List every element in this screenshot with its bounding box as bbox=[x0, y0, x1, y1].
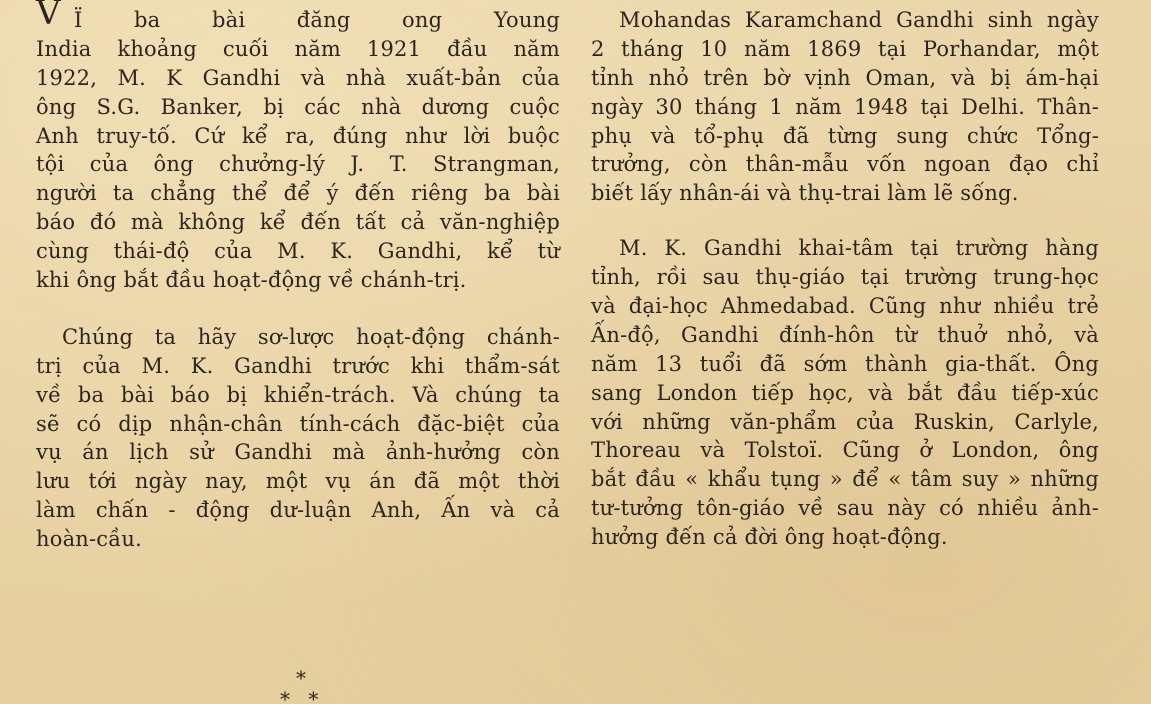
left-paragraph-2 bbox=[36, 323, 560, 554]
text-line: sẽ có dịp nhận-chân tính-cách đặc-biệt của bbox=[36, 411, 560, 436]
text-line: báo đó mà không kể đến tất cả văn-nghiệp bbox=[36, 210, 560, 235]
right-column bbox=[591, 6, 1099, 552]
text-line: 1922, M. K Gandhi và nhà xuất-bản của bbox=[36, 65, 560, 90]
text-line: Thoreau và Tolstoï. Cũng ở London, ông bbox=[591, 438, 1099, 463]
text-line: trị của M. K. Gandhi trước khi thẩm-sát bbox=[36, 353, 560, 378]
text-line: sang London tiếp học, và bắt đầu tiếp-xúc bbox=[591, 380, 1099, 405]
text-line: 2 tháng 10 năm 1869 tại Porhandar, một bbox=[591, 36, 1099, 61]
text-line: hưởng đến cả đời ông hoạt-động. bbox=[591, 525, 948, 550]
text-line: Mohandas Karamchand Gandhi sinh ngày bbox=[619, 8, 1099, 32]
drop-mark: V bbox=[36, 0, 61, 33]
left-paragraph-1 bbox=[36, 6, 560, 295]
left-column bbox=[36, 6, 560, 554]
text-line: tư-tưởng tôn-giáo về sau này có nhiều ảnh- bbox=[591, 496, 1099, 521]
text-line: về ba bài báo bị khiển-trách. Và chúng ta bbox=[36, 382, 560, 407]
text-line: cùng thái-độ của M. K. Gandhi, kể từ bbox=[36, 239, 560, 264]
text-line: làm chấn - động dư-luận Anh, Ấn và cả bbox=[36, 498, 560, 523]
paragraph-gap bbox=[591, 208, 1099, 234]
text-line: và đại-học Ahmedabad. Cũng như nhiều trẻ bbox=[591, 294, 1099, 319]
text-line: bắt đầu « khẩu tụng » để « tâm suy » những bbox=[591, 467, 1099, 492]
text-line: lưu tới ngày nay, một vụ án đã một thời bbox=[36, 469, 560, 494]
paragraph-gap bbox=[36, 295, 560, 323]
text-line: với những văn-phẩm của Ruskin, Carlyle, bbox=[591, 409, 1099, 434]
right-paragraph-1 bbox=[591, 6, 1099, 208]
text-line: trưởng, còn thân-mẫu vốn ngoan đạo chỉ bbox=[591, 152, 1099, 177]
text-line: Ï ba bài đăng ong Young bbox=[74, 8, 560, 32]
text-line: ông S.G. Banker, bị các nhà dương cuộc bbox=[36, 94, 560, 119]
text-line: India khoảng cuối năm 1921 đầu năm bbox=[36, 36, 560, 61]
section-asterisk-row: * * bbox=[280, 687, 325, 704]
text-line: biết lấy nhân-ái và thụ-trai làm lẽ sống. bbox=[591, 181, 1019, 206]
right-paragraph-2 bbox=[591, 234, 1099, 552]
text-line: M. K. Gandhi khai-tâm tại trường hàng bbox=[619, 236, 1099, 261]
section-asterisk: * bbox=[296, 666, 306, 690]
text-line: khi ông bắt đầu hoạt-động về chánh-trị. bbox=[36, 268, 467, 293]
text-line: tỉnh nhỏ trên bờ vịnh Oman, và bị ám-hại bbox=[591, 65, 1099, 90]
text-line: tỉnh, rồi sau thụ-giáo tại trường trung-học bbox=[591, 265, 1099, 290]
text-line: vụ án lịch sử Gandhi mà ảnh-hưởng còn bbox=[36, 440, 560, 465]
text-line: hoàn-cầu. bbox=[36, 527, 142, 552]
text-line: Chúng ta hãy sơ-lược hoạt-động chánh- bbox=[62, 324, 560, 349]
text-line: Anh truy-tố. Cứ kể ra, đúng như lời buộc bbox=[36, 123, 560, 148]
text-line: người ta chẳng thể để ý đến riêng ba bài bbox=[36, 181, 560, 206]
text-line: phụ và tổ-phụ đã từng sung chức Tổng- bbox=[591, 123, 1099, 148]
text-line: năm 13 tuổi đã sớm thành gia-thất. Ông bbox=[591, 351, 1099, 376]
text-line: tội của ông chưởng-lý J. T. Strangman, bbox=[36, 152, 560, 177]
text-line: ngày 30 tháng 1 năm 1948 tại Delhi. Thân- bbox=[591, 94, 1099, 119]
text-line: Ấn-độ, Gandhi đính-hôn từ thuở nhỏ, và bbox=[591, 322, 1099, 347]
